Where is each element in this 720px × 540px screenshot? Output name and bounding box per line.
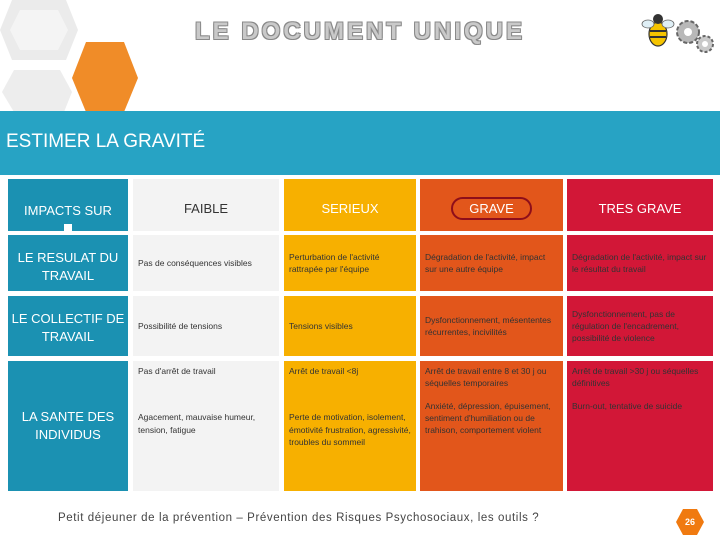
table-cell [567,296,713,356]
column-header-label: SERIEUX [321,201,379,216]
cell-text: Arrêt de travail <8j [289,366,359,376]
table-cell [567,235,713,291]
cell-text: Dégradation de l'activité, impact sur une autre équipe [425,251,546,274]
column-header-tres-grave [567,179,713,231]
column-header-faible [133,179,279,231]
checkbox-square-icon [64,224,72,231]
cell-text: Perte de motivation, isolement, émotivité frustration, agressivité, troubles du sommeil [289,412,411,447]
cell-text: Pas d'arrêt de travail [138,366,216,376]
cell-text: Dysfonctionnement, pas de régulation de l'encadrement, possibilité de violence [572,308,679,344]
table-cell [420,235,563,291]
page-number-badge [676,509,704,535]
column-header-serieux [284,179,416,231]
cell-text: Tensions visibles [289,320,353,331]
cell-text: Perturbation de l'activité rattrapée par l'équipe [289,251,380,274]
column-header-label: FAIBLE [183,201,229,216]
table-cell [567,361,713,491]
column-header-label: GRAVE [451,197,532,220]
cell-text: Possibilité de tensions [138,320,223,331]
table-corner-header [8,179,128,231]
cell-text: Burn-out, tentative de suicide [572,400,683,411]
table-cell [133,235,279,291]
cell-text: Anxiété, dépression, épuisement, sentiment d'humiliation ou de trahison, comportement violent [425,400,551,436]
footer-text: Petit déjeuner de la prévention – Prévention des Risques Psychosociaux, les outils ? [58,512,540,524]
column-header-label: TRES GRAVE [598,201,682,216]
table-cell [420,296,563,356]
table-cell [420,361,563,491]
section-title: ESTIMER LA GRAVITÉ [6,131,206,152]
table-cell [133,361,279,491]
row-header-label: LE COLLECTIF DE TRAVAIL [11,311,125,344]
table-cell [284,296,416,356]
column-header-grave [420,179,563,231]
row-header-label: LA SANTE DES INDIVIDUS [21,409,115,442]
cell-text: Arrêt de travail >30 j ou séquelles définitives [572,366,699,389]
table-cell [133,296,279,356]
cell-text: Dégradation de l'activité, impact sur le résultat du travail [572,251,707,274]
bee-gear-logo-icon [636,10,716,60]
table-cell [284,235,416,291]
cell-text: Arrêt de travail entre 8 et 30 j ou séquelles temporaires [425,366,547,389]
hexagon-decoration-icon [0,0,140,112]
cell-text: Pas de conséquences visibles [138,257,252,268]
page-title: LE DOCUMENT UNIQUE [195,18,525,45]
corner-label: IMPACTS SUR [24,203,112,218]
cell-text: Agacement, mauvaise humeur, tension, fatigue [138,412,256,435]
row-header-collectif [8,296,128,356]
row-header-label: LE RESULAT DU TRAVAIL [17,250,119,283]
row-header-resultat [8,235,128,291]
table-cell [284,361,416,491]
cell-text: Dysfonctionnement, mésententes récurrentes, incivilités [425,314,552,337]
row-header-sante [8,361,128,491]
page-number: 26 [684,517,695,527]
